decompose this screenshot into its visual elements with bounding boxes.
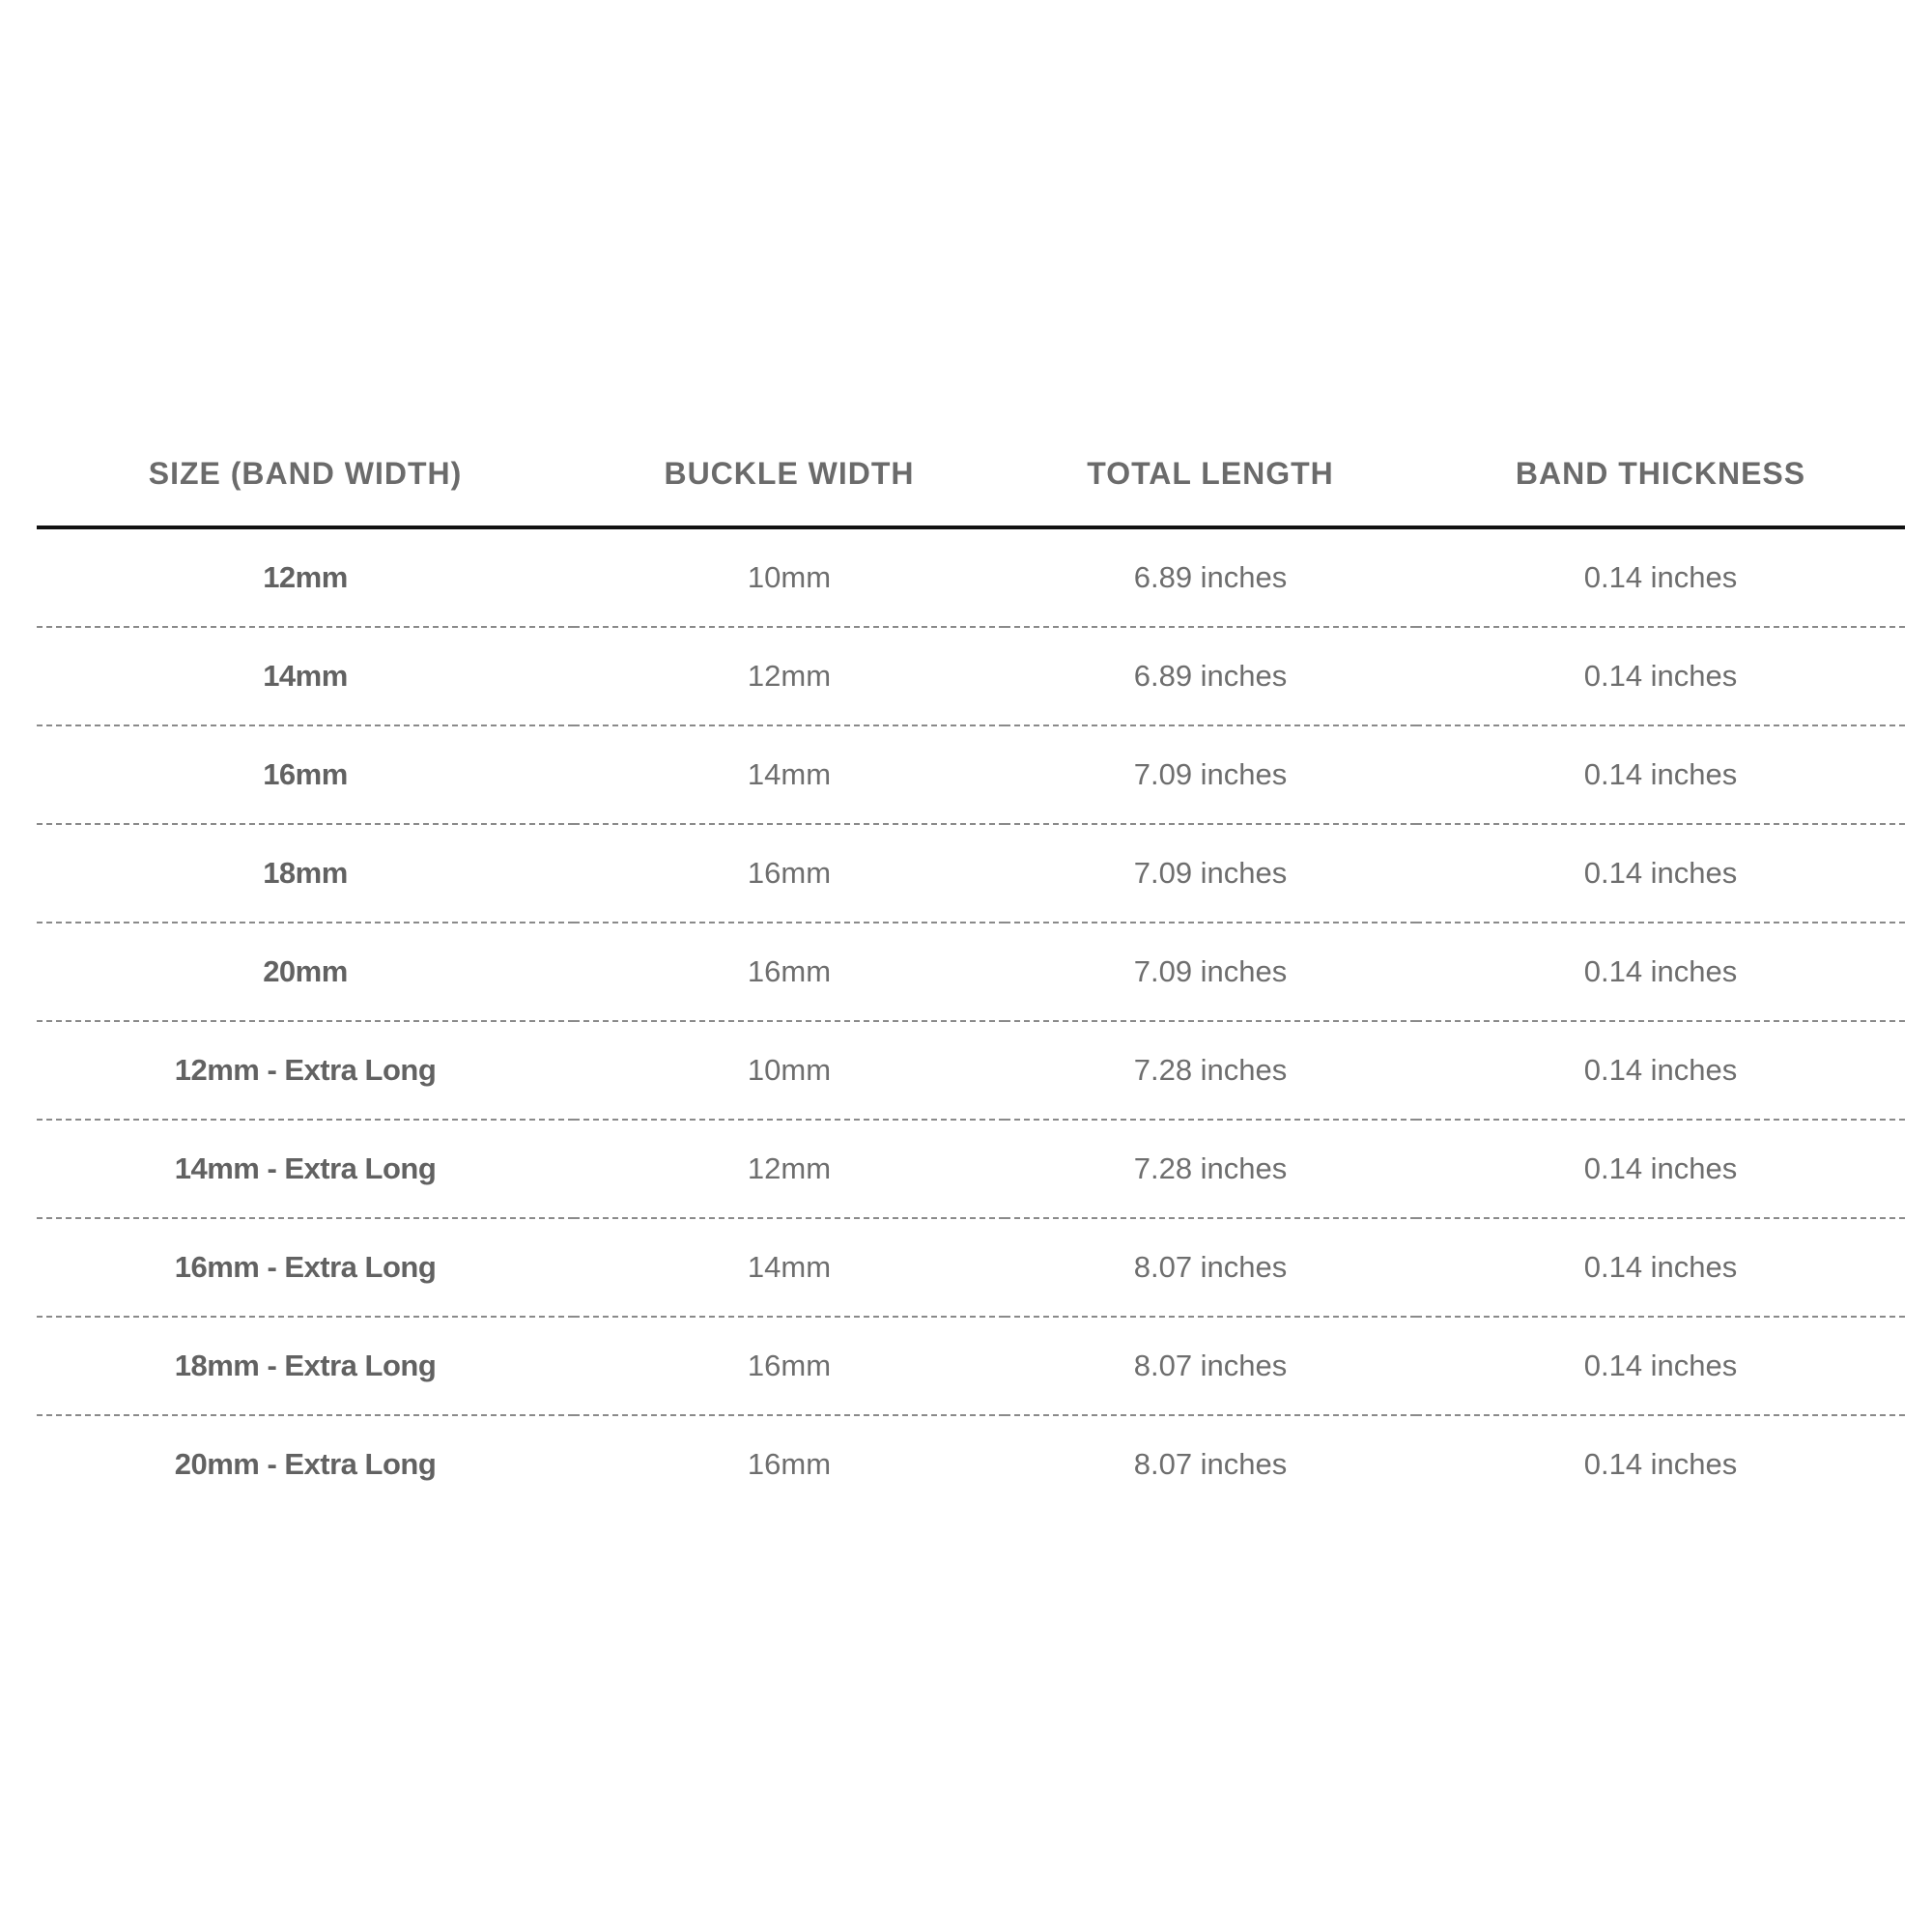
size-cell: 16mm - Extra Long xyxy=(37,1218,574,1317)
total-length-cell: 7.09 inches xyxy=(1005,824,1416,923)
band-thickness-cell: 0.14 inches xyxy=(1416,527,1905,627)
table-row xyxy=(37,1021,1905,1120)
size-cell: 12mm xyxy=(37,527,574,627)
table-row xyxy=(37,627,1905,725)
buckle-width-cell: 14mm xyxy=(574,725,1005,824)
table-row xyxy=(37,1120,1905,1218)
band-thickness-cell: 0.14 inches xyxy=(1416,1317,1905,1415)
band-thickness-cell: 0.14 inches xyxy=(1416,1021,1905,1120)
band-thickness-cell: 0.14 inches xyxy=(1416,923,1905,1021)
total-length-cell: 7.28 inches xyxy=(1005,1021,1416,1120)
header-row xyxy=(37,425,1905,527)
header-total-length: TOTAL LENGTH xyxy=(1005,425,1416,527)
header-size: SIZE (BAND WIDTH) xyxy=(37,425,574,527)
buckle-width-cell: 16mm xyxy=(574,923,1005,1021)
table-row xyxy=(37,1415,1905,1513)
total-length-cell: 7.09 inches xyxy=(1005,923,1416,1021)
size-cell: 20mm - Extra Long xyxy=(174,1447,437,1481)
size-cell: 16mm xyxy=(37,725,574,824)
total-length-cell: 8.07 inches xyxy=(1133,1447,1288,1481)
total-length-cell: 6.89 inches xyxy=(1005,627,1416,725)
total-length-cell: 7.28 inches xyxy=(1005,1120,1416,1218)
size-chart-table xyxy=(37,425,1905,1513)
table-row xyxy=(37,725,1905,824)
buckle-width-cell: 12mm xyxy=(574,1120,1005,1218)
buckle-width-cell: 10mm xyxy=(574,527,1005,627)
band-thickness-cell: 0.14 inches xyxy=(1416,1120,1905,1218)
total-length-cell: 8.07 inches xyxy=(1005,1218,1416,1317)
table-row xyxy=(37,923,1905,1021)
buckle-width-cell: 16mm xyxy=(574,824,1005,923)
band-thickness-cell: 0.14 inches xyxy=(1416,725,1905,824)
header-band-thickness: BAND THICKNESS xyxy=(1416,425,1905,527)
size-cell: 12mm - Extra Long xyxy=(37,1021,574,1120)
buckle-width-cell: 16mm xyxy=(747,1447,832,1481)
total-length-cell: 8.07 inches xyxy=(1005,1317,1416,1415)
table-header xyxy=(37,425,1905,527)
header-buckle-width: BUCKLE WIDTH xyxy=(574,425,1005,527)
band-thickness-cell: 0.14 inches xyxy=(1416,627,1905,725)
band-thickness-cell: 0.14 inches xyxy=(1416,824,1905,923)
size-cell: 18mm - Extra Long xyxy=(37,1317,574,1415)
buckle-width-cell: 10mm xyxy=(574,1021,1005,1120)
buckle-width-cell: 14mm xyxy=(574,1218,1005,1317)
table-row xyxy=(37,1317,1905,1415)
total-length-cell: 6.89 inches xyxy=(1005,527,1416,627)
table-row xyxy=(37,824,1905,923)
buckle-width-cell: 12mm xyxy=(574,627,1005,725)
table-body xyxy=(37,527,1905,1513)
total-length-cell: 7.09 inches xyxy=(1005,725,1416,824)
table-row xyxy=(37,1218,1905,1317)
band-thickness-cell: 0.14 inches xyxy=(1583,1447,1738,1481)
band-thickness-cell: 0.14 inches xyxy=(1416,1218,1905,1317)
size-cell: 20mm xyxy=(37,923,574,1021)
table-row xyxy=(37,527,1905,627)
size-cell: 18mm xyxy=(37,824,574,923)
buckle-width-cell: 16mm xyxy=(574,1317,1005,1415)
size-cell: 14mm xyxy=(37,627,574,725)
size-cell: 14mm - Extra Long xyxy=(37,1120,574,1218)
